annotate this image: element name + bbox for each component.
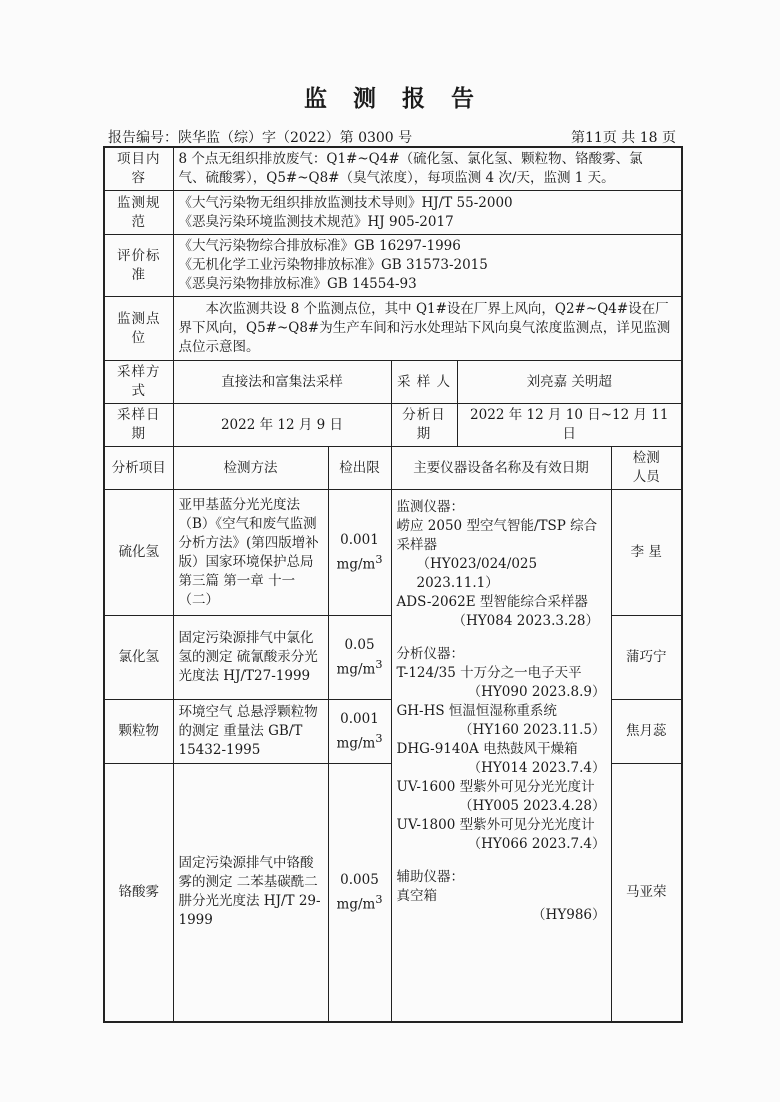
label-analysis-date: 分析日期 xyxy=(391,404,457,447)
row-sampling-date xyxy=(104,404,682,447)
header-limit: 检出限 xyxy=(328,447,391,490)
value-project-content: 8 个点无组织排放废气：Q1#~Q4#（硫化氢、氯化氢、颗粒物、铬酸雾、氯 气、硫酸雾），Q5#~Q8#（臭气浓度），每项监测 4 次/天，监测 1 天。 xyxy=(173,147,682,191)
report-number: 报告编号：陕华监（综）字（2022）第 0300 号 xyxy=(108,130,413,146)
analysis-staff: 马亚荣 xyxy=(611,764,682,1022)
label-project-content: 项目内容 xyxy=(104,147,173,191)
analysis-limit: 0.001 $mg/m^3$ xyxy=(328,700,391,764)
row-monitoring-points xyxy=(104,297,682,361)
value-monitoring-spec: 《大气污染物无组织排放监测技术导则》HJ/T 55-2000 《恶臭污染环境监测技术规范》HJ 905-2017 xyxy=(173,191,682,235)
analysis-limit: 0.05 $mg/m^3$ xyxy=(328,616,391,700)
analysis-limit: 0.001 $mg/m^3$ xyxy=(328,490,391,616)
row-sampling-method xyxy=(104,361,682,404)
analysis-method: 亚甲基蓝分光光度法（B）《空气和废气监测分析方法》(第四版增补版）国家环境保护总局 第三篇 第一章 十一（二） xyxy=(173,490,328,616)
header-instruments: 主要仪器设备名称及有效日期 xyxy=(391,447,611,490)
value-analysis-date: 2022 年 12 月 10 日~12 月 11 日 xyxy=(457,404,682,447)
analysis-staff: 蒲巧宁 xyxy=(611,616,682,700)
label-sampling-date: 采样日期 xyxy=(104,404,173,447)
value-evaluation-standard: 《大气污染物综合排放标准》GB 16297-1996 《无机化学工业污染物排放标准》GB 31573-2015 《恶臭污染物排放标准》GB 14554-93 xyxy=(173,235,682,297)
header-staff: 检测 人员 xyxy=(611,447,682,490)
analysis-method: 固定污染源排气中铬酸雾的测定 二苯基碳酰二肼分光光度法 HJ/T 29-1999 xyxy=(173,764,328,1022)
analysis-item: 硫化氢 xyxy=(104,490,173,616)
value-sampling-date: 2022 年 12 月 9 日 xyxy=(173,404,391,447)
analysis-staff: 李 星 xyxy=(611,490,682,616)
value-sampling-method: 直接法和富集法采样 xyxy=(173,361,391,404)
header-item: 分析项目 xyxy=(104,447,173,490)
value-sampler: 刘亮嘉 关明超 xyxy=(457,361,682,404)
row-project-content xyxy=(104,147,682,191)
label-sampler: 采 样 人 xyxy=(391,361,457,404)
analysis-item: 铬酸雾 xyxy=(104,764,173,1022)
analysis-method: 固定污染源排气中氯化氢的测定 硫氰酸汞分光光度法 HJ/T27-1999 xyxy=(173,616,328,700)
label-monitoring-spec: 监测规范 xyxy=(104,191,173,235)
page-number: 第11页 共 18 页 xyxy=(571,130,676,146)
value-monitoring-points: 本次监测共设 8 个监测点位，其中 Q1#设在厂界上风向，Q2#~Q4#设在厂界下风向，Q5#~Q8#为生产车间和污水处理站下风向臭气浓度监测点，详见监测点位示意图。 xyxy=(173,297,682,361)
header-method: 检测方法 xyxy=(173,447,328,490)
instrument-list: 监测仪器： 崂应 2050 型空气智能/TSP 综合采样器 （HY023/024/025 2023.11.1） ADS-2062E 型智能综合采样器 （HY084 2023.3.28） 分析仪器： T-124/35 十万分之一电子天平 （HY090 2023.8.9） GH-HS 恒温恒湿称重系统 （HY160 2023.11.5） DHG-9140A 电热鼓风干燥箱 （HY014 2023.7.4） UV-1600 型紫外可见分光光度计 （HY005 2023.4.28） UV-1800 型紫外可见分光光度计 （HY066 2023.7.4） 辅助仪器： 真空箱 （HY986） xyxy=(391,490,611,1022)
analysis-row xyxy=(104,490,682,616)
row-evaluation-standard xyxy=(104,235,682,297)
analysis-item: 颗粒物 xyxy=(104,700,173,764)
report-title: 监 测 报 告 xyxy=(304,85,476,112)
label-sampling-method: 采样方式 xyxy=(104,361,173,404)
analysis-limit: 0.005 $mg/m^3$ xyxy=(328,764,391,1022)
row-monitoring-spec xyxy=(104,191,682,235)
analysis-staff: 焦月蕊 xyxy=(611,700,682,764)
label-evaluation-standard: 评价标准 xyxy=(104,235,173,297)
analysis-method: 环境空气 总悬浮颗粒物的测定 重量法 GB/T 15432-1995 xyxy=(173,700,328,764)
report-table xyxy=(103,146,683,1023)
analysis-item: 氯化氢 xyxy=(104,616,173,700)
row-analysis-header xyxy=(104,447,682,490)
label-monitoring-points: 监测点位 xyxy=(104,297,173,361)
